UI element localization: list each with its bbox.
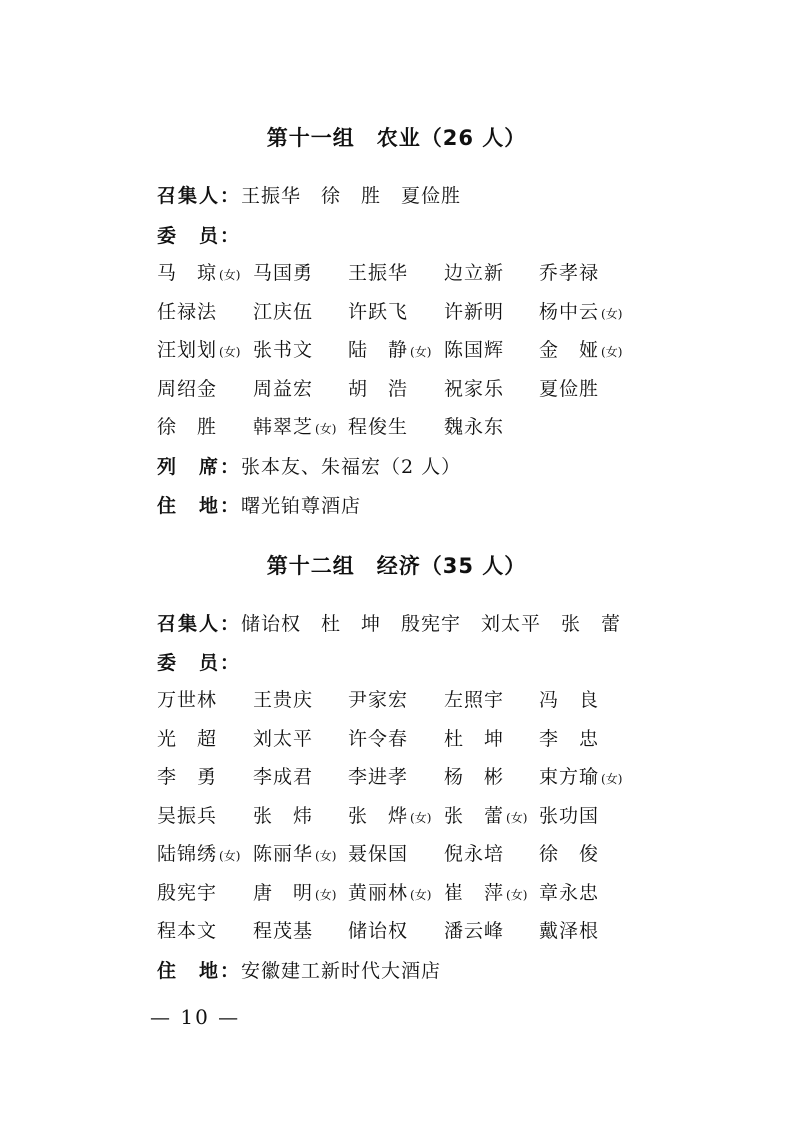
member-name [253,374,313,404]
member-name-text: 许新明 [444,300,505,323]
female-mark: (女) [601,306,623,321]
member-name [444,916,504,946]
member-name-text: 徐 俊 [539,843,600,865]
group-12-members-label [157,648,241,678]
member-name [444,335,504,365]
member-name [253,839,336,869]
group-11-members-label [157,221,241,251]
member-name-text: 潘云峰 [444,920,505,942]
member-name-text: 倪永培 [444,843,505,865]
member-name-text: 江庆伍 [253,300,314,323]
member-name [157,297,217,327]
female-mark: (女) [410,887,432,902]
member-name-text: 周益宏 [253,377,314,400]
member-name-text: 胡 浩 [348,377,409,400]
female-mark: (女) [219,345,241,359]
member-name-text: 李 忠 [539,727,600,750]
member-name-text: 张功国 [539,804,600,827]
member-name-text: 祝家乐 [444,377,505,400]
member-name-text: 边立新 [444,262,505,284]
member-name [157,724,217,754]
member-name [539,335,622,365]
female-mark: (女) [219,268,241,282]
member-name [539,762,622,792]
member-name [253,297,313,327]
member-name [253,724,313,754]
member-name-text: 万世林 [157,689,218,711]
member-name-text: 束方瑜 [539,766,600,788]
member-name [539,685,599,715]
member-name [157,335,240,365]
member-name [348,412,408,442]
group-12-title: 第十二组 经济（35 人） [266,554,527,578]
member-name [157,258,240,288]
member-name [444,878,527,908]
member-name [348,335,431,365]
member-name [348,724,408,754]
member-name [157,801,217,831]
member-name-text: 张书文 [253,339,314,361]
member-row [157,801,717,831]
member-name-text: 左照宇 [444,689,505,711]
residence-label: 住 地： [157,960,242,982]
member-name [253,412,336,442]
member-name [253,762,313,792]
member-name [157,916,217,946]
member-name-text: 程本文 [157,920,218,942]
member-name [157,685,217,715]
member-name [348,297,408,327]
member-name-text: 韩翠芝 [253,416,314,438]
convener-names: 储诒权 杜 坤 殷宪宇 刘太平 张 蕾 [241,613,622,635]
convener-label: 召集人： [157,185,242,207]
member-name [539,839,599,869]
member-row [157,916,717,946]
member-name [157,878,217,908]
member-name-text: 许令春 [348,727,409,750]
member-row [157,685,717,715]
member-row [157,878,717,908]
member-name [539,374,599,404]
member-name [348,685,408,715]
residence-name: 曙光铂尊酒店 [241,495,362,517]
member-name-text: 李进孝 [348,766,409,788]
member-name [253,916,313,946]
female-mark: (女) [601,345,623,359]
member-name [348,258,408,288]
member-name [348,839,408,869]
member-name-text: 马 琼 [157,262,218,284]
female-mark: (女) [506,887,528,902]
female-mark: (女) [219,849,241,863]
member-row [157,412,717,442]
member-name-text: 李成君 [253,766,314,788]
member-name-text: 章永忠 [539,881,600,904]
member-name-text: 刘太平 [253,727,314,750]
member-name [444,762,504,792]
member-row [157,724,717,754]
group-11-attendees [157,452,461,482]
member-name [157,374,217,404]
group-12-residence [157,956,441,986]
member-name [157,839,240,869]
member-name [444,297,504,327]
member-name-text: 张 蕾 [444,804,505,827]
member-name-text: 杜 坤 [444,727,505,750]
member-name [539,916,599,946]
member-name [444,839,504,869]
member-name [157,762,217,792]
member-name-text: 陆 静 [348,339,409,361]
member-name [444,258,504,288]
member-name-text: 金 娅 [539,339,600,361]
member-name-text: 唐 明 [253,881,314,904]
member-name-text: 光 超 [157,727,218,750]
member-name-text: 夏俭胜 [539,377,600,400]
member-row [157,839,717,869]
member-row [157,762,717,792]
member-name [348,878,431,908]
residence-name: 安徽建工新时代大酒店 [241,960,442,982]
member-name-text: 魏永东 [444,416,505,438]
member-name-text: 殷宪宇 [157,881,218,904]
female-mark: (女) [410,810,432,825]
member-name [444,801,527,831]
member-name [253,878,336,908]
member-name [348,801,431,831]
member-name-text: 尹家宏 [348,689,409,711]
member-name [539,258,599,288]
convener-label: 召集人： [157,613,242,635]
attendee-names: 张本友、朱福宏（2 人） [241,456,462,478]
female-mark: (女) [315,887,337,902]
member-name-text: 聂保国 [348,843,409,865]
member-name-text: 程俊生 [348,416,409,438]
member-name-text: 冯 良 [539,689,600,711]
female-mark: (女) [506,810,528,825]
member-name [348,374,408,404]
member-name [253,685,313,715]
member-name-text: 储诒权 [348,920,409,942]
member-name [348,762,408,792]
member-name-text: 王贵庆 [253,689,314,711]
member-name-text: 汪划划 [157,339,218,361]
member-name [539,724,599,754]
convener-names: 王振华 徐 胜 夏俭胜 [241,185,462,207]
members-label: 委 员： [157,225,242,247]
member-name [444,412,504,442]
member-name-text: 任禄法 [157,300,218,323]
member-name-text: 张 烨 [348,804,409,827]
member-name-text: 周绍金 [157,377,218,400]
member-name-text: 陈丽华 [253,843,314,865]
member-name-text: 李 勇 [157,766,218,788]
member-name [539,878,599,908]
member-name [444,724,504,754]
member-name-text: 陆锦绣 [157,843,218,865]
group-11-title: 第十一组 农业（26 人） [266,126,527,150]
residence-label: 住 地： [157,495,242,517]
member-name-text: 王振华 [348,262,409,284]
member-name [253,258,313,288]
members-label: 委 员： [157,652,242,674]
member-name-text: 徐 胜 [157,416,218,438]
member-name-text: 杨中云 [539,300,600,323]
member-row [157,258,717,288]
member-name [539,801,599,831]
member-name-text: 陈国辉 [444,339,505,361]
member-name [539,297,622,327]
member-name-text: 吴振兵 [157,804,218,827]
member-name-text: 张 炜 [253,804,314,827]
female-mark: (女) [410,345,432,359]
member-name-text: 崔 萍 [444,881,505,904]
group-12-conveners [157,609,621,639]
member-name-text: 乔孝禄 [539,262,600,284]
member-name [444,685,504,715]
member-row [157,297,717,327]
member-name-text: 黄丽林 [348,881,409,904]
member-name-text: 程茂基 [253,920,314,942]
member-name [348,916,408,946]
member-name-text: 戴泽根 [539,920,600,942]
page-number: — 10 — [150,1005,241,1029]
member-name-text: 许跃飞 [348,300,409,323]
female-mark: (女) [315,849,337,863]
attend-label: 列 席： [157,456,242,478]
group-11-conveners [157,181,461,211]
member-row [157,335,717,365]
female-mark: (女) [315,422,337,436]
member-name-text: 杨 彬 [444,766,505,788]
member-row [157,374,717,404]
group-11-residence [157,491,361,521]
member-name [444,374,504,404]
member-name [253,335,313,365]
member-name-text: 马国勇 [253,262,314,284]
member-name [253,801,313,831]
female-mark: (女) [601,772,623,786]
member-name [157,412,217,442]
